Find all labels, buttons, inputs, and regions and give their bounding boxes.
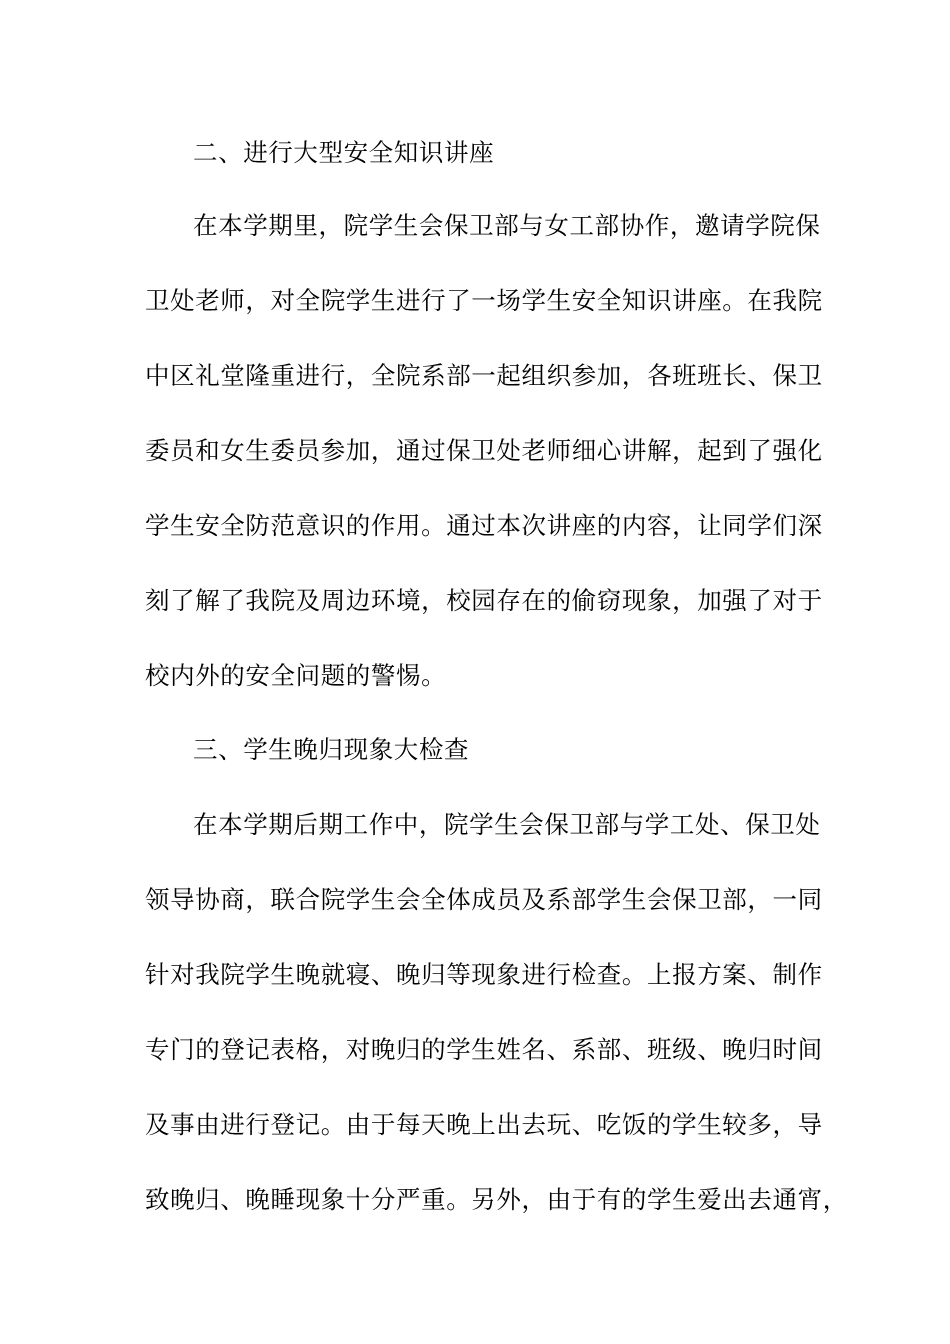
paragraph-line: 委员和女生委员参加，通过保卫处老师细心讲解，起到了强化	[145, 436, 823, 465]
paragraph-line: 针对我院学生晚就寝、晚归等现象进行检查。上报方案、制作	[145, 960, 823, 989]
paragraph-line: 中区礼堂隆重进行，全院系部一起组织参加，各班班长、保卫	[145, 361, 823, 390]
paragraph-line: 卫处老师，对全院学生进行了一场学生安全知识讲座。在我院	[145, 286, 823, 315]
paragraph-line: 致晚归、晚睡现象十分严重。另外，由于有的学生爱出去通宵，	[145, 1185, 848, 1214]
paragraph-line: 专门的登记表格，对晚归的学生姓名、系部、班级、晚归时间	[145, 1035, 823, 1064]
paragraph-line: 学生安全防范意识的作用。通过本次讲座的内容，让同学们深	[145, 511, 823, 540]
section-heading-3: 三、学生晚归现象大检查	[193, 735, 470, 764]
paragraph-line: 及事由进行登记。由于每天晚上出去玩、吃饭的学生较多，导	[145, 1110, 823, 1139]
section-heading-2: 二、进行大型安全知识讲座	[193, 138, 495, 167]
paragraph-line: 在本学期里，院学生会保卫部与女工部协作，邀请学院保	[193, 211, 821, 240]
paragraph-line: 在本学期后期工作中，院学生会保卫部与学工处、保卫处	[193, 810, 821, 839]
paragraph-line: 领导协商，联合院学生会全体成员及系部学生会保卫部，一同	[145, 885, 823, 914]
paragraph-line: 刻了解了我院及周边环境，校园存在的偷窃现象，加强了对于	[145, 586, 823, 615]
paragraph-line: 校内外的安全问题的警惕。	[145, 661, 447, 690]
